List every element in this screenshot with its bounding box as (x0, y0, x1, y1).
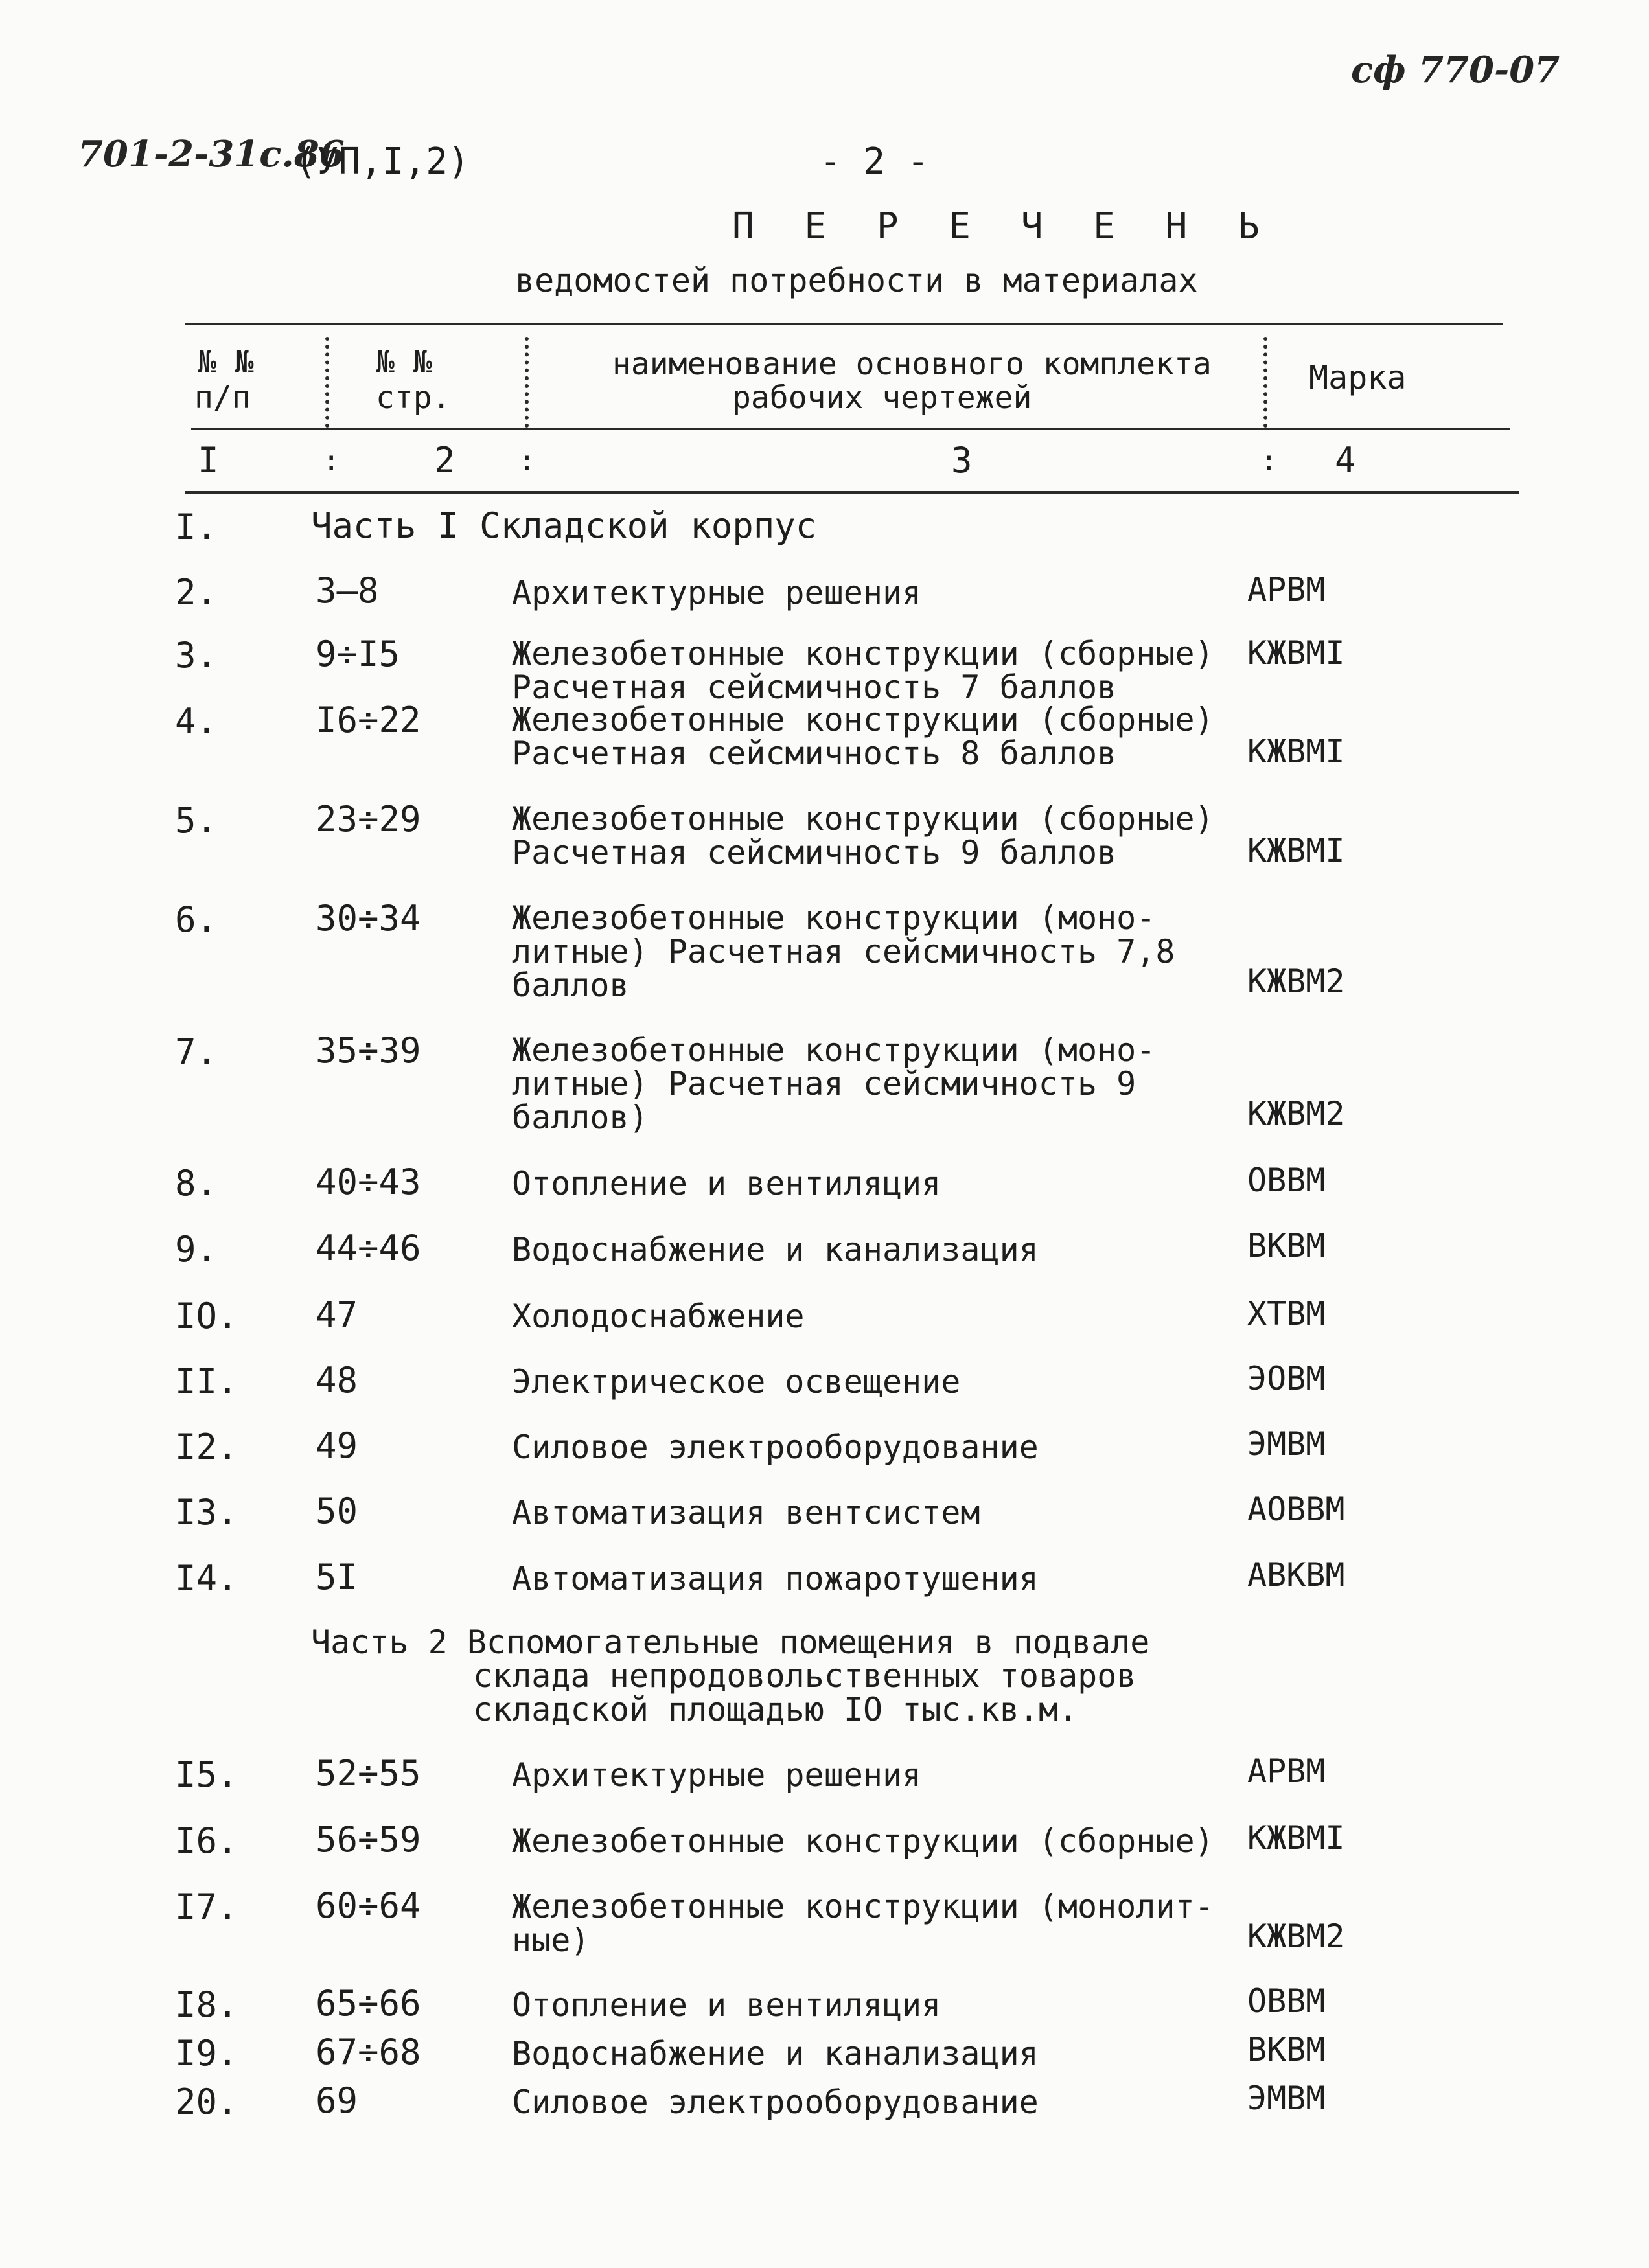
row-9-pages: 44÷46 (316, 1228, 421, 1268)
project-code: 701-2-31с.86 (78, 133, 345, 176)
row-8-num: 8. (175, 1163, 218, 1204)
page-number: - 2 - (820, 141, 929, 183)
project-suffix: (УП,I,2) (295, 141, 470, 183)
table-top-rule (185, 323, 1503, 325)
row-13-pages: 50 (316, 1491, 358, 1531)
header-col1-line2: п/п (194, 380, 251, 416)
row-5-mark: КЖВМI (1247, 832, 1345, 869)
corner-code: сф 770-07 (1351, 49, 1560, 91)
row-5-pages: 23÷29 (316, 799, 421, 840)
row-16-num: I6. (175, 1820, 238, 1861)
row-15-name: Архитектурные решения (512, 1756, 922, 1794)
row-3-mark: КЖВМI (1247, 634, 1345, 672)
row-14-name: Автоматизация пожаротушения (512, 1560, 1039, 1598)
row-20-name: Силовое электрооборудование (512, 2083, 1039, 2121)
row-7-mark: КЖВМ2 (1247, 1095, 1345, 1132)
colnum-separator-2: : (518, 444, 536, 477)
colnum-4: 4 (1335, 440, 1356, 481)
row-10-name: Холодоснабжение (512, 1298, 805, 1335)
row-4-mark: КЖВМI (1247, 733, 1345, 770)
row-2-name: Архитектурные решения (512, 574, 922, 612)
row-8-pages: 40÷43 (316, 1162, 421, 1202)
row-6-pages: 30÷34 (316, 898, 421, 939)
row-10-num: IO. (175, 1296, 238, 1336)
row-10-mark: ХТВМ (1247, 1295, 1326, 1333)
row-14-pages: 5I (316, 1557, 358, 1598)
header-col3-line1: наименование основного комплекта (612, 346, 1212, 382)
row-12-num: I2. (175, 1426, 238, 1467)
row-13-num: I3. (175, 1492, 238, 1533)
colnum-3: 3 (951, 440, 973, 481)
header-col2-line1: № № (376, 344, 432, 380)
row-4-num: 4. (175, 701, 218, 742)
header-separator-1 (325, 337, 337, 428)
row-8-mark: ОВВМ (1247, 1162, 1326, 1199)
row-8-name: Отопление и вентиляция (512, 1165, 941, 1202)
row-12-name: Силовое электрооборудование (512, 1428, 1039, 1466)
row-13-name: Автоматизация вентсистем (512, 1494, 980, 1531)
row-15-mark: АРВМ (1247, 1752, 1326, 1790)
row-3-num: 3. (175, 635, 218, 676)
row-11-num: II. (175, 1361, 238, 1402)
row-6-num: 6. (175, 899, 218, 940)
row-15-num: I5. (175, 1754, 238, 1795)
row-20-pages: 69 (316, 2080, 358, 2121)
row-3-pages: 9÷I5 (316, 634, 400, 674)
row-17-pages: 60÷64 (316, 1885, 421, 1926)
row-16-pages: 56÷59 (316, 1819, 421, 1860)
table-header-rule (191, 428, 1510, 430)
row-13-mark: АОВВМ (1247, 1491, 1345, 1528)
row-11-pages: 48 (316, 1360, 358, 1401)
row-9-mark: ВКВМ (1247, 1227, 1326, 1265)
row-7-name: Железобетонные конструкции (моно- литные) Расчетная сейсмичность 9 баллов) (512, 1031, 1156, 1136)
row-17-mark: КЖВМ2 (1247, 1918, 1345, 1955)
row-2-pages: 3–8 (316, 570, 379, 611)
row-18-name: Отопление и вентиляция (512, 1986, 941, 2024)
header-separator-3 (1263, 337, 1275, 428)
row-2-mark: АРВМ (1247, 571, 1326, 608)
row-20-mark: ЭМВМ (1247, 2079, 1326, 2117)
row-12-pages: 49 (316, 1425, 358, 1466)
row-19-mark: ВКВМ (1247, 2031, 1326, 2068)
row-14-mark: АВКВМ (1247, 1556, 1345, 1594)
row-15-pages: 52÷55 (316, 1753, 421, 1794)
header-separator-2 (525, 337, 536, 428)
row-1-num: I. (175, 507, 218, 547)
table-colnum-rule (185, 491, 1519, 494)
row-3-name: Железобетонные конструкции (сборные) Расчетная сейсмичность 7 баллов (512, 635, 1214, 706)
header-col3-line2: рабочих чертежей (732, 380, 1032, 416)
header-col2-line2: стр. (376, 380, 451, 416)
row-18-num: I8. (175, 1984, 238, 2025)
row-4-pages: I6÷22 (316, 700, 421, 740)
row-6-mark: КЖВМ2 (1247, 963, 1345, 1000)
row-16-mark: КЖВМI (1247, 1819, 1345, 1857)
row-9-name: Водоснабжение и канализация (512, 1231, 1039, 1268)
row-19-pages: 67÷68 (316, 2032, 421, 2072)
row-2-num: 2. (175, 572, 218, 613)
row-6-name: Железобетонные конструкции (моно- литные) Расчетная сейсмичность 7,8 баллов (512, 899, 1175, 1004)
row-5-name: Железобетонные конструкции (сборные) Расчетная сейсмичность 9 баллов (512, 800, 1214, 871)
section-part1: Часть I Складской корпус (311, 505, 817, 546)
row-14-num: I4. (175, 1558, 238, 1599)
header-col1-line1: № № (198, 344, 254, 380)
row-11-name: Электрическое освещение (512, 1363, 961, 1401)
row-9-num: 9. (175, 1229, 218, 1270)
row-20-num: 20. (175, 2081, 238, 2122)
row-5-num: 5. (175, 800, 218, 841)
section-part2-line3: складской площадью IO тыс.кв.м. (473, 1691, 1078, 1728)
row-19-num: I9. (175, 2033, 238, 2074)
row-7-num: 7. (175, 1031, 218, 1072)
colnum-2: 2 (434, 440, 455, 481)
row-19-name: Водоснабжение и канализация (512, 2035, 1039, 2072)
row-18-mark: ОВВМ (1247, 1982, 1326, 2020)
row-11-mark: ЭОВМ (1247, 1360, 1326, 1397)
section-part2-line2: склада непродовольственных товаров (473, 1657, 1136, 1695)
row-17-name: Железобетонные конструкции (монолит- ные) (512, 1888, 1214, 1959)
page-subtitle: ведомостей потребности в материалах (515, 262, 1198, 299)
row-10-pages: 47 (316, 1294, 358, 1335)
row-4-name: Железобетонные конструкции (сборные) Расчетная сейсмичность 8 баллов (512, 701, 1214, 772)
row-12-mark: ЭМВМ (1247, 1425, 1326, 1463)
colnum-separator-1: : (323, 444, 340, 477)
colnum-separator-3: : (1260, 444, 1278, 477)
row-16-name: Железобетонные конструкции (сборные) (512, 1822, 1214, 1860)
colnum-1: I (198, 440, 219, 481)
section-part2-line1: Часть 2 Вспомогательные помещения в подвале (311, 1623, 1150, 1661)
row-7-pages: 35÷39 (316, 1030, 421, 1071)
row-17-num: I7. (175, 1886, 238, 1927)
row-18-pages: 65÷66 (316, 1983, 421, 2024)
page-title: П Е Р Е Ч Е Н Ь (732, 205, 1274, 247)
header-col4: Марка (1309, 359, 1407, 396)
